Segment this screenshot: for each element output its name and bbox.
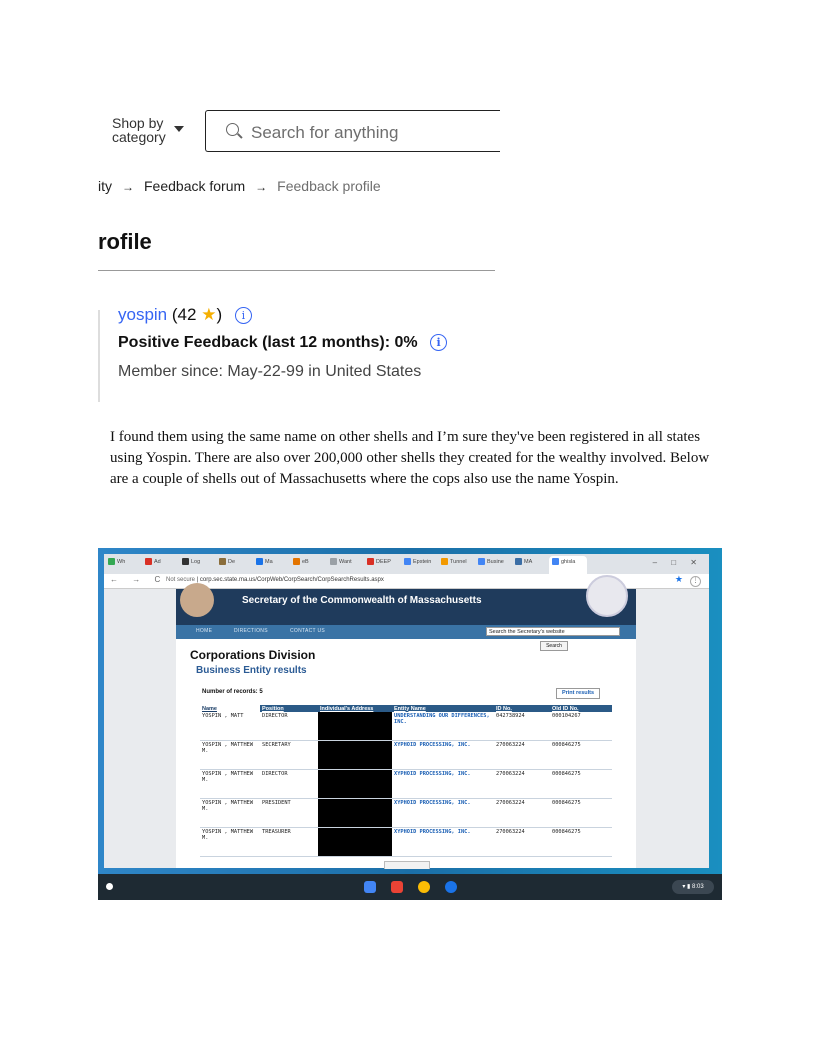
cell-id: 270063224 — [494, 828, 550, 857]
col-old-id[interactable]: Old ID No. — [550, 705, 612, 712]
tab-label: eB — [302, 558, 309, 565]
col-address[interactable]: Individual's Address — [318, 705, 392, 712]
banner-title: Secretary of the Commonwealth of Massachusetts — [242, 595, 482, 606]
browser-tab[interactable] — [330, 558, 352, 570]
cell-entity-link[interactable]: XYPHOID PROCESSING, INC. — [392, 828, 494, 857]
site-search-button[interactable]: Search — [540, 641, 568, 651]
site-search-input[interactable]: Search the Secretary's website — [486, 627, 620, 636]
nav-buttons[interactable]: ← → C — [110, 575, 167, 584]
cell-old-id: 000846275 — [550, 828, 612, 857]
cell-name: YOSPIN , MATTHEW M. — [200, 799, 260, 828]
search-input[interactable] — [205, 110, 500, 152]
search-icon — [226, 123, 239, 136]
caret-down-icon — [174, 126, 184, 132]
site-nav — [176, 625, 636, 639]
col-entity[interactable]: Entity Name — [392, 705, 494, 712]
redacted-address — [318, 799, 392, 828]
table-row — [200, 828, 612, 857]
portrait-image — [180, 583, 214, 617]
cell-id: 270063224 — [494, 770, 550, 799]
browser-tab[interactable] — [404, 558, 431, 570]
tab-label: MA — [524, 558, 533, 565]
tab-label: Want — [339, 558, 352, 565]
info-icon[interactable]: i — [235, 307, 252, 324]
redacted-address — [318, 741, 392, 770]
category-label: category — [112, 129, 166, 145]
col-position[interactable]: Position — [260, 705, 318, 712]
cell-name: YOSPIN , MATTHEW M. — [200, 770, 260, 799]
nav-contact[interactable]: CONTACT US — [290, 628, 326, 634]
star-icon: ★ — [201, 305, 217, 324]
breadcrumb-current: Feedback profile — [277, 178, 381, 194]
records-count: Number of records: 5 — [202, 689, 263, 695]
username-link[interactable]: yospin — [118, 305, 168, 324]
positive-feedback — [118, 334, 447, 352]
cell-id: 270063224 — [494, 799, 550, 828]
col-name[interactable]: Name — [200, 705, 260, 712]
browser-tab[interactable] — [108, 558, 125, 570]
browser-tab[interactable] — [219, 558, 235, 570]
cell-entity-link[interactable]: UNDERSTANDING OUR DIFFERENCES, INC. — [392, 712, 494, 741]
cell-id: 042738924 — [494, 712, 550, 741]
browser-menu-icon[interactable]: ⋮ — [690, 576, 701, 587]
tab-label: Tunnel — [450, 558, 467, 565]
breadcrumb-item[interactable]: ity — [98, 178, 112, 194]
window-controls[interactable]: – □ ✕ — [652, 558, 703, 567]
tab-favicon-icon — [478, 558, 485, 565]
tab-favicon-icon — [330, 558, 337, 565]
search-placeholder: Search for anything — [251, 123, 399, 142]
browser-tab[interactable] — [367, 558, 391, 570]
tab-label: Busine — [487, 558, 504, 565]
embedded-screenshot — [98, 548, 722, 900]
tab-label: Ad — [154, 558, 161, 565]
tab-favicon-icon — [182, 558, 189, 565]
cell-old-id: 000846275 — [550, 770, 612, 799]
site-banner — [176, 589, 636, 625]
web-page — [104, 589, 709, 868]
cell-name: YOSPIN , MATT — [200, 712, 260, 741]
tab-favicon-icon — [404, 558, 411, 565]
pager-button[interactable] — [384, 861, 430, 869]
division-heading: Corporations Division — [190, 648, 316, 662]
score-open: (42 — [171, 305, 197, 324]
tab-label: Ma — [265, 558, 273, 565]
info-icon[interactable]: i — [430, 334, 447, 351]
url-value: corp.sec.state.ma.us/CorpWeb/CorpSearch/CorpSearchResults.aspx — [199, 577, 384, 583]
cell-id: 270063224 — [494, 741, 550, 770]
cell-position: PRESIDENT — [260, 799, 318, 828]
cell-old-id: 000846275 — [550, 741, 612, 770]
positive-feedback-text: Positive Feedback (last 12 months): 0% — [118, 334, 418, 351]
browser-tab[interactable] — [515, 558, 532, 570]
shop-by-category-button[interactable] — [112, 116, 166, 144]
table-header — [200, 705, 612, 712]
browser-tab[interactable] — [293, 558, 309, 570]
cell-name: YOSPIN , MATTHEW M. — [200, 741, 260, 770]
os-taskbar — [98, 874, 722, 900]
user-line — [118, 305, 252, 325]
bookmark-star-icon[interactable]: ★ — [674, 574, 683, 584]
tab-favicon-icon — [108, 558, 115, 565]
nav-directions[interactable]: DIRECTIONS — [234, 628, 268, 634]
tab-label: Epstein — [413, 558, 432, 565]
cell-name: YOSPIN , MATTHEW M. — [200, 828, 260, 857]
tab-favicon-icon — [219, 558, 226, 565]
breadcrumb-item[interactable]: Feedback forum — [144, 178, 246, 194]
table-row — [200, 770, 612, 799]
arrow-right-icon: → — [122, 180, 134, 194]
docs-icon[interactable] — [364, 881, 376, 893]
seal-image — [586, 575, 628, 617]
tab-favicon-icon — [256, 558, 263, 565]
results-table — [200, 705, 612, 857]
nav-home[interactable]: HOME — [196, 628, 213, 634]
body-paragraph: I found them using the same name on other shells and I’m sure they've been registered in all states using Yospin. There are also over 200,000 other shells they created for the wealthy involved. Below are a couple of shells out of Massachusetts where the cops also use the name Yospin. — [110, 429, 710, 487]
cell-entity-link[interactable]: XYPHOID PROCESSING, INC. — [392, 741, 494, 770]
redacted-address — [318, 712, 392, 741]
tab-favicon-icon — [367, 558, 374, 565]
url-text: Not secure | corp.sec.state.ma.us/CorpWeb/CorpSearch/CorpSearchResults.aspx — [166, 577, 384, 583]
browser-tab-strip — [104, 554, 709, 574]
tab-favicon-icon — [552, 558, 559, 565]
launcher-icon[interactable] — [106, 883, 113, 890]
redacted-address — [318, 828, 392, 857]
feedback-bar — [98, 310, 100, 402]
member-since: Member since: May-22-99 in United States — [118, 363, 422, 380]
cell-position: DIRECTOR — [260, 770, 318, 799]
results-heading: Business Entity results — [196, 665, 307, 676]
cell-entity-link[interactable]: XYPHOID PROCESSING, INC. — [392, 799, 494, 828]
col-id[interactable]: ID No. — [494, 705, 550, 712]
shop-by-label: Shop by — [112, 115, 164, 131]
divider — [98, 270, 495, 271]
cell-entity-link[interactable]: XYPHOID PROCESSING, INC. — [392, 770, 494, 799]
tab-label: De — [228, 558, 236, 565]
tab-favicon-icon — [145, 558, 152, 565]
arrow-right-icon: → — [255, 180, 268, 194]
breadcrumb — [98, 178, 381, 194]
redacted-address — [318, 770, 392, 799]
print-results-button[interactable]: Print results — [556, 688, 600, 699]
browser-tab[interactable] — [552, 558, 575, 570]
tab-label: ghisla — [561, 558, 576, 565]
browser-tab[interactable] — [182, 558, 200, 570]
chrome-icon[interactable] — [418, 881, 430, 893]
tab-label: Log — [191, 558, 201, 565]
cell-old-id: 000846275 — [550, 799, 612, 828]
system-tray[interactable]: ▾ ▮ 8:03 — [672, 880, 714, 894]
cell-position: SECRETARY — [260, 741, 318, 770]
table-row — [200, 741, 612, 770]
tab-label: Wh — [117, 558, 126, 565]
tab-favicon-icon — [441, 558, 448, 565]
cell-position: TREASURER — [260, 828, 318, 857]
youtube-icon[interactable] — [391, 881, 403, 893]
tab-favicon-icon — [293, 558, 300, 565]
tab-label: DEEP — [376, 558, 391, 565]
table-row — [200, 799, 612, 828]
files-icon[interactable] — [445, 881, 457, 893]
score-close: ) — [216, 305, 223, 324]
cell-old-id: 000104267 — [550, 712, 612, 741]
page-title: rofile — [98, 229, 152, 254]
table-row — [200, 712, 612, 741]
not-secure-label: Not secure — [166, 577, 196, 583]
tab-favicon-icon — [515, 558, 522, 565]
sec-site — [176, 589, 636, 868]
browser-tab[interactable] — [145, 558, 161, 570]
browser-tab[interactable] — [478, 558, 504, 570]
cell-position: DIRECTOR — [260, 712, 318, 741]
browser-tab[interactable] — [256, 558, 273, 570]
browser-tab[interactable] — [441, 558, 467, 570]
